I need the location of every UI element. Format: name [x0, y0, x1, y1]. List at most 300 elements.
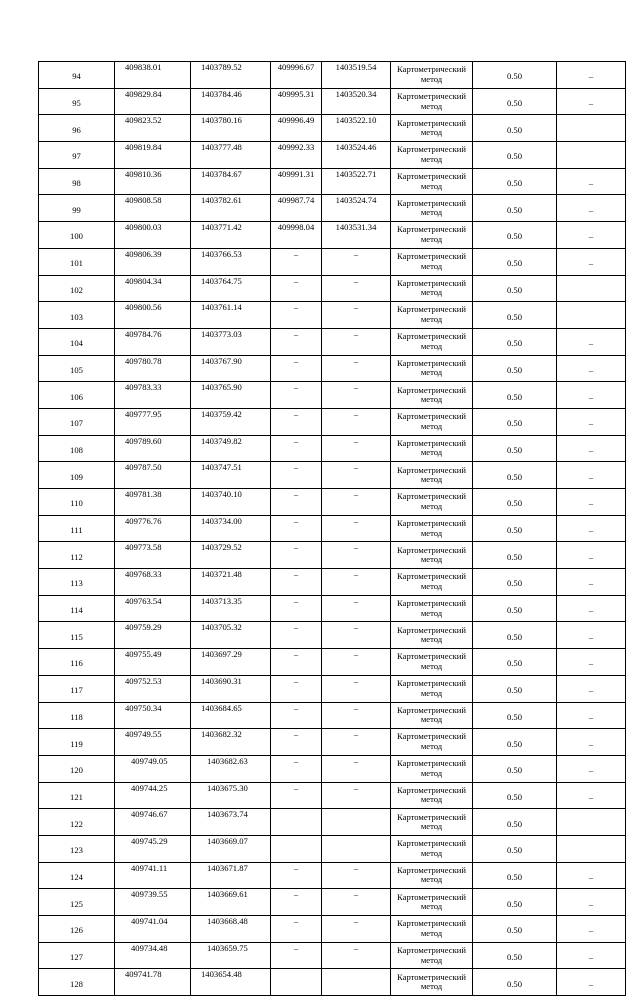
note-cell: –	[557, 408, 626, 435]
x-prev-coordinate-cell: –	[271, 489, 322, 516]
x-prev-coordinate-cell: –	[271, 275, 322, 302]
table-row	[39, 88, 626, 115]
point-number-cell: 119	[39, 729, 115, 756]
method-cell: Картометрический метод	[391, 222, 473, 249]
method-cell: Картометрический метод	[391, 782, 473, 809]
x-coordinate-cell: 409810.36	[115, 168, 191, 195]
y-coordinate-cell: 1403654.48	[191, 969, 271, 996]
y-coordinate-cell: 1403705.32	[191, 622, 271, 649]
table-row	[39, 755, 626, 782]
y-coordinate-cell: 1403784.46	[191, 88, 271, 115]
y-coordinate-cell: 1403749.82	[191, 435, 271, 462]
method-cell: Картометрический метод	[391, 755, 473, 782]
accuracy-cell: 0.50	[473, 168, 557, 195]
accuracy-cell: 0.50	[473, 729, 557, 756]
x-coordinate-cell: 409838.01	[115, 62, 191, 89]
point-number-cell: 97	[39, 142, 115, 169]
table-row	[39, 355, 626, 382]
x-coordinate-cell: 409800.03	[115, 222, 191, 249]
accuracy-cell: 0.50	[473, 702, 557, 729]
point-number-cell: 110	[39, 489, 115, 516]
point-number-cell: 118	[39, 702, 115, 729]
x-prev-coordinate-cell: –	[271, 302, 322, 329]
method-cell: Картометрический метод	[391, 542, 473, 569]
method-cell: Картометрический метод	[391, 62, 473, 89]
note-cell: –	[557, 782, 626, 809]
note-cell: –	[557, 622, 626, 649]
x-coordinate-cell: 409780.78	[115, 355, 191, 382]
y-prev-coordinate-cell	[322, 969, 391, 996]
table-row	[39, 675, 626, 702]
table-row	[39, 942, 626, 969]
table-row	[39, 809, 626, 836]
note-cell: –	[557, 515, 626, 542]
note-cell: –	[557, 328, 626, 355]
table-row	[39, 729, 626, 756]
method-cell: Картометрический метод	[391, 969, 473, 996]
accuracy-cell: 0.50	[473, 595, 557, 622]
accuracy-cell: 0.50	[473, 862, 557, 889]
table-row	[39, 115, 626, 142]
y-coordinate-cell: 1403671.87	[191, 862, 271, 889]
x-prev-coordinate-cell: –	[271, 862, 322, 889]
x-coordinate-cell: 409746.67	[115, 809, 191, 836]
y-prev-coordinate-cell: –	[322, 515, 391, 542]
accuracy-cell: 0.50	[473, 969, 557, 996]
x-coordinate-cell: 409741.11	[115, 862, 191, 889]
point-number-cell: 113	[39, 569, 115, 596]
x-coordinate-cell: 409750.34	[115, 702, 191, 729]
point-number-cell: 125	[39, 889, 115, 916]
table-row	[39, 462, 626, 489]
accuracy-cell: 0.50	[473, 622, 557, 649]
method-cell: Картометрический метод	[391, 195, 473, 222]
x-coordinate-cell: 409739.55	[115, 889, 191, 916]
method-cell: Картометрический метод	[391, 595, 473, 622]
method-cell: Картометрический метод	[391, 302, 473, 329]
note-cell: –	[557, 355, 626, 382]
note-cell: –	[557, 195, 626, 222]
point-number-cell: 98	[39, 168, 115, 195]
accuracy-cell: 0.50	[473, 302, 557, 329]
point-number-cell: 116	[39, 649, 115, 676]
y-coordinate-cell: 1403682.63	[191, 755, 271, 782]
x-coordinate-cell: 409819.84	[115, 142, 191, 169]
x-prev-coordinate-cell: –	[271, 462, 322, 489]
y-coordinate-cell: 1403789.52	[191, 62, 271, 89]
x-coordinate-cell: 409823.52	[115, 115, 191, 142]
note-cell	[557, 275, 626, 302]
note-cell: –	[557, 248, 626, 275]
note-cell: –	[557, 862, 626, 889]
method-cell: Картометрический метод	[391, 489, 473, 516]
y-prev-coordinate-cell: 1403519.54	[322, 62, 391, 89]
point-number-cell: 108	[39, 435, 115, 462]
point-number-cell: 100	[39, 222, 115, 249]
y-prev-coordinate-cell: –	[322, 569, 391, 596]
point-number-cell: 123	[39, 835, 115, 862]
y-coordinate-cell: 1403764.75	[191, 275, 271, 302]
accuracy-cell: 0.50	[473, 515, 557, 542]
table-row	[39, 515, 626, 542]
y-coordinate-cell: 1403682.32	[191, 729, 271, 756]
x-coordinate-cell: 409752.53	[115, 675, 191, 702]
y-prev-coordinate-cell: –	[322, 328, 391, 355]
x-coordinate-cell: 409804.34	[115, 275, 191, 302]
x-coordinate-cell: 409741.04	[115, 916, 191, 943]
point-number-cell: 122	[39, 809, 115, 836]
x-coordinate-cell: 409768.33	[115, 569, 191, 596]
method-cell: Картометрический метод	[391, 142, 473, 169]
table-row	[39, 649, 626, 676]
x-prev-coordinate-cell: –	[271, 542, 322, 569]
point-number-cell: 109	[39, 462, 115, 489]
note-cell: –	[557, 916, 626, 943]
table-row	[39, 302, 626, 329]
point-number-cell: 126	[39, 916, 115, 943]
note-cell	[557, 142, 626, 169]
y-coordinate-cell: 1403747.51	[191, 462, 271, 489]
y-prev-coordinate-cell	[322, 835, 391, 862]
accuracy-cell: 0.50	[473, 649, 557, 676]
x-coordinate-cell: 409749.05	[115, 755, 191, 782]
note-cell	[557, 115, 626, 142]
accuracy-cell: 0.50	[473, 916, 557, 943]
y-coordinate-cell: 1403784.67	[191, 168, 271, 195]
x-coordinate-cell: 409800.56	[115, 302, 191, 329]
y-prev-coordinate-cell: –	[322, 622, 391, 649]
table-row	[39, 328, 626, 355]
y-prev-coordinate-cell: –	[322, 649, 391, 676]
x-prev-coordinate-cell: 409991.31	[271, 168, 322, 195]
point-number-cell: 107	[39, 408, 115, 435]
y-coordinate-cell: 1403734.00	[191, 515, 271, 542]
y-coordinate-cell: 1403765.90	[191, 382, 271, 409]
table-row	[39, 489, 626, 516]
method-cell: Картометрический метод	[391, 809, 473, 836]
accuracy-cell: 0.50	[473, 328, 557, 355]
method-cell: Картометрический метод	[391, 675, 473, 702]
point-number-cell: 106	[39, 382, 115, 409]
x-prev-coordinate-cell: –	[271, 248, 322, 275]
note-cell	[557, 809, 626, 836]
x-prev-coordinate-cell: 409992.33	[271, 142, 322, 169]
x-coordinate-cell: 409773.58	[115, 542, 191, 569]
point-number-cell: 103	[39, 302, 115, 329]
y-prev-coordinate-cell: –	[322, 755, 391, 782]
table-row	[39, 835, 626, 862]
y-prev-coordinate-cell: –	[322, 889, 391, 916]
table-row	[39, 248, 626, 275]
x-prev-coordinate-cell: –	[271, 435, 322, 462]
y-prev-coordinate-cell: –	[322, 382, 391, 409]
note-cell	[557, 302, 626, 329]
table-row	[39, 595, 626, 622]
y-prev-coordinate-cell: –	[322, 302, 391, 329]
y-coordinate-cell: 1403721.48	[191, 569, 271, 596]
y-coordinate-cell: 1403729.52	[191, 542, 271, 569]
accuracy-cell: 0.50	[473, 408, 557, 435]
table-row	[39, 62, 626, 89]
accuracy-cell: 0.50	[473, 542, 557, 569]
accuracy-cell: 0.50	[473, 248, 557, 275]
accuracy-cell: 0.50	[473, 755, 557, 782]
method-cell: Картометрический метод	[391, 649, 473, 676]
accuracy-cell: 0.50	[473, 62, 557, 89]
point-number-cell: 121	[39, 782, 115, 809]
x-prev-coordinate-cell: 409996.67	[271, 62, 322, 89]
y-coordinate-cell: 1403713.35	[191, 595, 271, 622]
method-cell: Картометрический метод	[391, 622, 473, 649]
y-coordinate-cell: 1403759.42	[191, 408, 271, 435]
note-cell: –	[557, 168, 626, 195]
x-prev-coordinate-cell: –	[271, 675, 322, 702]
note-cell: –	[557, 649, 626, 676]
accuracy-cell: 0.50	[473, 675, 557, 702]
y-prev-coordinate-cell: –	[322, 595, 391, 622]
method-cell: Картометрический метод	[391, 862, 473, 889]
table-row	[39, 275, 626, 302]
table-body	[39, 62, 626, 996]
y-prev-coordinate-cell: –	[322, 675, 391, 702]
y-prev-coordinate-cell: –	[322, 702, 391, 729]
table-row	[39, 889, 626, 916]
x-coordinate-cell: 409759.29	[115, 622, 191, 649]
accuracy-cell: 0.50	[473, 435, 557, 462]
point-number-cell: 111	[39, 515, 115, 542]
y-coordinate-cell: 1403659.75	[191, 942, 271, 969]
point-number-cell: 104	[39, 328, 115, 355]
x-prev-coordinate-cell: –	[271, 649, 322, 676]
table-row	[39, 408, 626, 435]
y-coordinate-cell: 1403767.90	[191, 355, 271, 382]
y-prev-coordinate-cell: –	[322, 942, 391, 969]
x-prev-coordinate-cell: –	[271, 382, 322, 409]
x-prev-coordinate-cell: 409987.74	[271, 195, 322, 222]
note-cell: –	[557, 675, 626, 702]
note-cell: –	[557, 542, 626, 569]
y-prev-coordinate-cell: 1403520.34	[322, 88, 391, 115]
x-prev-coordinate-cell: –	[271, 889, 322, 916]
accuracy-cell: 0.50	[473, 222, 557, 249]
note-cell: –	[557, 569, 626, 596]
accuracy-cell: 0.50	[473, 142, 557, 169]
y-prev-coordinate-cell: 1403524.46	[322, 142, 391, 169]
x-coordinate-cell: 409745.29	[115, 835, 191, 862]
x-prev-coordinate-cell: 409995.31	[271, 88, 322, 115]
y-prev-coordinate-cell: –	[322, 435, 391, 462]
point-number-cell: 96	[39, 115, 115, 142]
point-number-cell: 115	[39, 622, 115, 649]
method-cell: Картометрический метод	[391, 889, 473, 916]
point-number-cell: 127	[39, 942, 115, 969]
y-coordinate-cell: 1403669.61	[191, 889, 271, 916]
point-number-cell: 117	[39, 675, 115, 702]
accuracy-cell: 0.50	[473, 275, 557, 302]
x-coordinate-cell: 409741.78	[115, 969, 191, 996]
method-cell: Картометрический метод	[391, 702, 473, 729]
x-coordinate-cell: 409808.58	[115, 195, 191, 222]
point-number-cell: 105	[39, 355, 115, 382]
y-prev-coordinate-cell: –	[322, 462, 391, 489]
y-prev-coordinate-cell: –	[322, 489, 391, 516]
y-coordinate-cell: 1403668.48	[191, 916, 271, 943]
method-cell: Картометрический метод	[391, 916, 473, 943]
x-prev-coordinate-cell	[271, 835, 322, 862]
y-prev-coordinate-cell: –	[322, 782, 391, 809]
method-cell: Картометрический метод	[391, 382, 473, 409]
note-cell: –	[557, 942, 626, 969]
method-cell: Картометрический метод	[391, 328, 473, 355]
method-cell: Картометрический метод	[391, 729, 473, 756]
y-prev-coordinate-cell	[322, 809, 391, 836]
note-cell: –	[557, 222, 626, 249]
method-cell: Картометрический метод	[391, 569, 473, 596]
accuracy-cell: 0.50	[473, 382, 557, 409]
y-coordinate-cell: 1403761.14	[191, 302, 271, 329]
table-row	[39, 142, 626, 169]
y-coordinate-cell: 1403780.16	[191, 115, 271, 142]
note-cell: –	[557, 489, 626, 516]
y-coordinate-cell: 1403740.10	[191, 489, 271, 516]
y-prev-coordinate-cell: –	[322, 248, 391, 275]
method-cell: Картометрический метод	[391, 462, 473, 489]
note-cell	[557, 835, 626, 862]
x-coordinate-cell: 409829.84	[115, 88, 191, 115]
note-cell: –	[557, 889, 626, 916]
method-cell: Картометрический метод	[391, 942, 473, 969]
x-coordinate-cell: 409784.76	[115, 328, 191, 355]
y-prev-coordinate-cell: –	[322, 542, 391, 569]
y-coordinate-cell: 1403669.07	[191, 835, 271, 862]
table-row	[39, 862, 626, 889]
point-number-cell: 114	[39, 595, 115, 622]
x-coordinate-cell: 409787.50	[115, 462, 191, 489]
x-prev-coordinate-cell: –	[271, 408, 322, 435]
point-number-cell: 120	[39, 755, 115, 782]
table-row	[39, 382, 626, 409]
y-prev-coordinate-cell: –	[322, 408, 391, 435]
point-number-cell: 128	[39, 969, 115, 996]
x-coordinate-cell: 409763.54	[115, 595, 191, 622]
point-number-cell: 95	[39, 88, 115, 115]
table-row	[39, 622, 626, 649]
accuracy-cell: 0.50	[473, 88, 557, 115]
x-coordinate-cell: 409749.55	[115, 729, 191, 756]
accuracy-cell: 0.50	[473, 195, 557, 222]
method-cell: Картометрический метод	[391, 275, 473, 302]
accuracy-cell: 0.50	[473, 489, 557, 516]
x-prev-coordinate-cell: 409996.49	[271, 115, 322, 142]
y-prev-coordinate-cell: –	[322, 862, 391, 889]
x-coordinate-cell: 409755.49	[115, 649, 191, 676]
x-prev-coordinate-cell: –	[271, 328, 322, 355]
table-row	[39, 702, 626, 729]
y-coordinate-cell: 1403684.65	[191, 702, 271, 729]
coordinates-table	[38, 61, 626, 996]
accuracy-cell: 0.50	[473, 889, 557, 916]
note-cell: –	[557, 88, 626, 115]
x-prev-coordinate-cell: –	[271, 515, 322, 542]
note-cell: –	[557, 729, 626, 756]
y-coordinate-cell: 1403782.61	[191, 195, 271, 222]
accuracy-cell: 0.50	[473, 835, 557, 862]
table-row	[39, 168, 626, 195]
y-coordinate-cell: 1403673.74	[191, 809, 271, 836]
note-cell: –	[557, 62, 626, 89]
x-coordinate-cell: 409789.60	[115, 435, 191, 462]
x-prev-coordinate-cell: –	[271, 916, 322, 943]
method-cell: Картометрический метод	[391, 515, 473, 542]
point-number-cell: 99	[39, 195, 115, 222]
y-coordinate-cell: 1403675.30	[191, 782, 271, 809]
x-prev-coordinate-cell: –	[271, 595, 322, 622]
method-cell: Картометрический метод	[391, 435, 473, 462]
point-number-cell: 124	[39, 862, 115, 889]
y-prev-coordinate-cell: 1403531.34	[322, 222, 391, 249]
table-row	[39, 916, 626, 943]
accuracy-cell: 0.50	[473, 569, 557, 596]
accuracy-cell: 0.50	[473, 942, 557, 969]
x-prev-coordinate-cell: –	[271, 355, 322, 382]
accuracy-cell: 0.50	[473, 115, 557, 142]
note-cell: –	[557, 382, 626, 409]
x-prev-coordinate-cell: –	[271, 729, 322, 756]
y-coordinate-cell: 1403697.29	[191, 649, 271, 676]
accuracy-cell: 0.50	[473, 462, 557, 489]
x-coordinate-cell: 409783.33	[115, 382, 191, 409]
y-prev-coordinate-cell: 1403522.71	[322, 168, 391, 195]
table-row	[39, 782, 626, 809]
method-cell: Картометрический метод	[391, 355, 473, 382]
table-row	[39, 435, 626, 462]
table-row	[39, 222, 626, 249]
y-coordinate-cell: 1403771.42	[191, 222, 271, 249]
y-coordinate-cell: 1403766.53	[191, 248, 271, 275]
y-prev-coordinate-cell: 1403522.10	[322, 115, 391, 142]
point-number-cell: 94	[39, 62, 115, 89]
method-cell: Картометрический метод	[391, 88, 473, 115]
y-prev-coordinate-cell: 1403524.74	[322, 195, 391, 222]
x-prev-coordinate-cell: –	[271, 569, 322, 596]
x-coordinate-cell: 409734.48	[115, 942, 191, 969]
y-coordinate-cell: 1403777.48	[191, 142, 271, 169]
method-cell: Картометрический метод	[391, 248, 473, 275]
accuracy-cell: 0.50	[473, 809, 557, 836]
table-row	[39, 569, 626, 596]
y-prev-coordinate-cell: –	[322, 729, 391, 756]
point-number-cell: 112	[39, 542, 115, 569]
x-coordinate-cell: 409781.38	[115, 489, 191, 516]
x-coordinate-cell: 409806.39	[115, 248, 191, 275]
note-cell: –	[557, 462, 626, 489]
accuracy-cell: 0.50	[473, 782, 557, 809]
point-number-cell: 101	[39, 248, 115, 275]
table-row	[39, 969, 626, 996]
y-prev-coordinate-cell: –	[322, 916, 391, 943]
y-prev-coordinate-cell: –	[322, 355, 391, 382]
y-coordinate-cell: 1403690.31	[191, 675, 271, 702]
x-prev-coordinate-cell: –	[271, 622, 322, 649]
x-coordinate-cell: 409777.95	[115, 408, 191, 435]
method-cell: Картометрический метод	[391, 835, 473, 862]
method-cell: Картометрический метод	[391, 168, 473, 195]
x-coordinate-cell: 409776.76	[115, 515, 191, 542]
x-prev-coordinate-cell: 409998.04	[271, 222, 322, 249]
x-prev-coordinate-cell: –	[271, 702, 322, 729]
accuracy-cell: 0.50	[473, 355, 557, 382]
method-cell: Картометрический метод	[391, 115, 473, 142]
